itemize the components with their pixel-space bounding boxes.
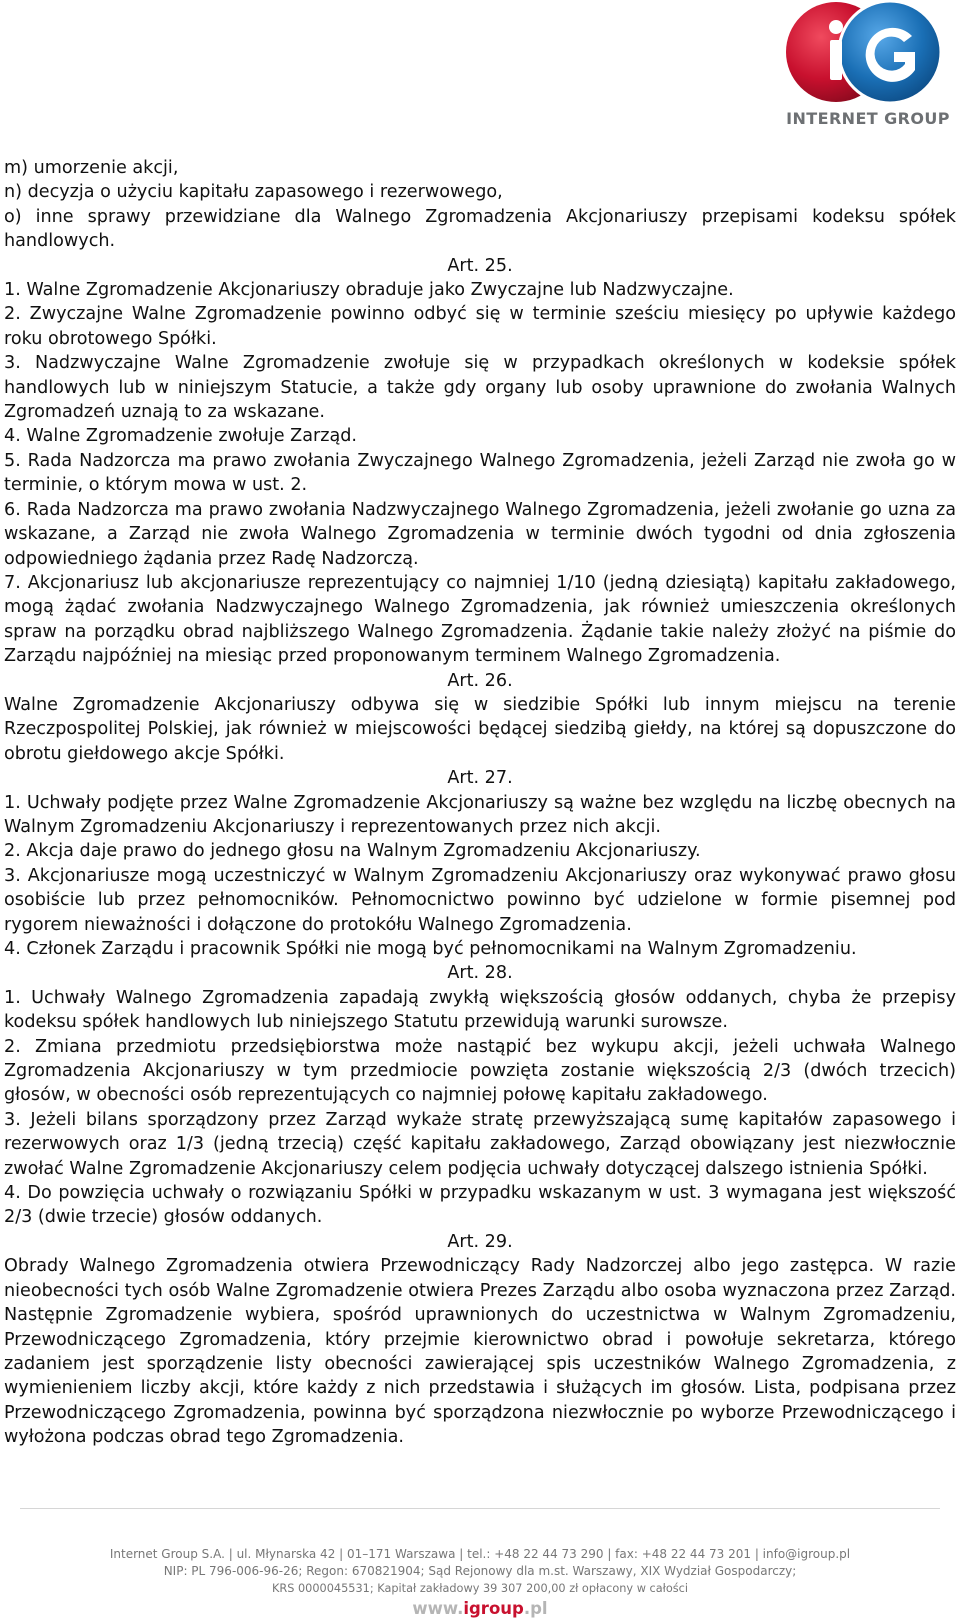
article-heading: Art. 27. bbox=[447, 768, 513, 789]
article-heading: Art. 26. bbox=[447, 670, 513, 691]
footer-capital: KRS 0000045531; Kapitał zakładowy 39 307 200,00 zł opłacony w całości bbox=[271, 1582, 689, 1595]
article-heading: Art. 25. bbox=[447, 255, 513, 276]
paragraph: Walne Zgromadzenie Akcjonariuszy odbywa się w siedzibie Spółki lub innym miejscu na terenie Rzeczpospolitej Polskiej, jak również w miejscowości będącej siedzibą giełdy, na której są dopuszczone do obrotu giełdowego akcje Spółki. bbox=[4, 694, 956, 764]
paragraph: 1. Uchwały Walnego Zgromadzenia zapadają zwykłą większością głosów oddanych, chyba że przepisy kodeksu spółek handlowych lub niniejszego Statutu przewidują warunki surowsze. bbox=[4, 987, 956, 1033]
company-logo bbox=[774, 0, 960, 135]
paragraph: o) inne sprawy przewidziane dla Walnego Zgromadzenia Akcjonariuszy przepisami kodeksu spółek handlowych. bbox=[4, 206, 956, 252]
brand-name: INTERNET GROUP bbox=[786, 109, 950, 128]
paragraph: n) decyzja o użyciu kapitału zapasowego i rezerwowego, bbox=[4, 182, 503, 203]
paragraph: Obrady Walnego Zgromadzenia otwiera Przewodniczący Rady Nadzorczej albo jego zastępca. W razie nieobecności tych osób Walne Zgromadzenie otwiera Prezes Zarządu albo osoba wyznaczona przez Zarząd. Następnie Zgromadzenie wybiera, spośród uprawnionych do uczestnictwa w Walnym Zgromadzeniu, Przewodniczącego Zgromadzenia, który przejmie kierownictwo obrad i powołuje sekretarza, którego zadaniem jest sporządzenie listy obecności zawierającej spis uczestników Walnego Zgromadzenia, z wymienieniem liczby akcji, które każdy z nich przedstawia i służących im głosów. Lista, podpisana przez Przewodniczącego Zgromadzenia, powinna być sporządzona niezwłocznie po wyborze Przewodniczącego i wyłożona podczas obrad tego Zgromadzenia. bbox=[4, 1256, 956, 1448]
paragraph: 2. Zmiana przedmiotu przedsiębiorstwa może nastąpić bez wykupu akcji, jeżeli uchwała Walnego Zgromadzenia Akcjonariuszy w tym przedmiocie powzięta zostanie większością 2/3 (dwóch trzecich) głosów, w obecności osób reprezentujących co najmniej połowę kapitału zakładowego. bbox=[4, 1036, 956, 1106]
footer-registration: NIP: PL 796-006-96-26; Regon: 670821904; Sąd Rejonowy dla m.st. Warszawy, XIX Wydział Gospodarczy; bbox=[163, 1564, 797, 1578]
paragraph: 1. Uchwały podjęte przez Walne Zgromadzenie Akcjonariuszy są ważne bez względu na liczbę obecnych na Walnym Zgromadzeniu Akcjonariuszy i reprezentowanych przez nich akcji. bbox=[4, 792, 956, 837]
paragraph: 4. Do powzięcia uchwały o rozwiązaniu Spółki w przypadku wskazanym w ust. 3 wymagana jest większość 2/3 (dwie trzecie) głosów oddanych. bbox=[4, 1183, 956, 1228]
website-prefix: www. bbox=[412, 1599, 464, 1618]
paragraph: m) umorzenie akcji, bbox=[4, 158, 179, 178]
website-suffix: .pl bbox=[523, 1599, 548, 1618]
paragraph: 3. Jeżeli bilans sporządzony przez Zarząd wykaże stratę przewyższającą sumę kapitałów zapasowego i rezerwowych oraz 1/3 (jedną trzecią) część kapitału zakładowego, Zarząd obowiązany jest niezwłocznie zwołać Walne Zgromadzenie Akcjonariuszy celem podjęcia uchwały dotyczącej dalszego istnienia Spółki. bbox=[4, 1109, 956, 1179]
article-heading: Art. 29. bbox=[447, 1231, 513, 1252]
paragraph: 7. Akcjonariusz lub akcjonariusze reprezentujący co najmniej 1/10 (jedną dziesiątą) kapitału zakładowego, mogą żądać zwołania Nadzwyczajnego Walnego Zgromadzenia, jak również umieszczenia określonych spraw na porządku obrad najbliższego Walnego Zgromadzenia. Żądanie takie należy złożyć na piśmie do Zarządu najpóźniej na miesiąc przed proponowanym terminem Walnego Zgromadzenia. bbox=[4, 572, 956, 667]
paragraph: 4. Walne Zgromadzenie zwołuje Zarząd. bbox=[4, 426, 358, 447]
paragraph: 5. Rada Nadzorcza ma prawo zwołania Zwyczajnego Walnego Zgromadzenia, jeżeli Zarząd nie zwoła go w terminie, o którym mowa w ust. 2. bbox=[4, 450, 956, 496]
paragraph: 2. Akcja daje prawo do jednego głosu na Walnym Zgromadzeniu Akcjonariuszy. bbox=[4, 841, 701, 862]
website-domain: igroup bbox=[463, 1599, 524, 1618]
page-footer bbox=[0, 1546, 960, 1619]
paragraph: 2. Zwyczajne Walne Zgromadzenie powinno odbyć się w terminie sześciu miesięcy po upływie każdego roku obrotowego Spółki. bbox=[4, 304, 956, 349]
paragraph: 4. Członek Zarządu i pracownik Spółki nie mogą być pełnomocnikami na Walnym Zgromadzeniu. bbox=[4, 939, 857, 959]
footer-divider bbox=[20, 1508, 940, 1509]
ig-logo-icon bbox=[784, 0, 944, 105]
article-heading: Art. 28. bbox=[447, 963, 513, 984]
footer-address: Internet Group S.A. | ul. Młynarska 42 | 01–171 Warszawa | tel.: +48 22 44 73 290 | fax: +48 22 44 73 201 | info@igroup.pl bbox=[109, 1547, 851, 1561]
paragraph: 3. Akcjonariusze mogą uczestniczyć w Walnym Zgromadzeniu Akcjonariuszy oraz wykonywać prawo głosu osobiście lub przez pełnomocników. Pełnomocnictwo powinno być udzielone w formie pisemnej pod rygorem nieważności i dołączone do protokółu Walnego Zgromadzenia. bbox=[4, 865, 956, 935]
website-link[interactable] bbox=[0, 1599, 960, 1619]
paragraph: 1. Walne Zgromadzenie Akcjonariuszy obraduje jako Zwyczajne lub Nadzwyczajne. bbox=[4, 280, 734, 301]
document-body bbox=[4, 156, 956, 1450]
paragraph: 6. Rada Nadzorcza ma prawo zwołania Nadzwyczajnego Walnego Zgromadzenia, jeżeli zwołanie go uzna za wskazane, a Zarząd nie zwoła Walnego Zgromadzenia w terminie dwóch tygodni od dnia zgłoszenia odpowiedniego żądania przez Radę Nadzorczą. bbox=[4, 499, 956, 569]
paragraph: 3. Nadzwyczajne Walne Zgromadzenie zwołuje się w przypadkach określonych w kodeksie spółek handlowych lub w niniejszym Statucie, a także gdy organy lub osoby uprawnione do zwołania Walnych Zgromadzeń uznają to za wskazane. bbox=[4, 353, 956, 423]
